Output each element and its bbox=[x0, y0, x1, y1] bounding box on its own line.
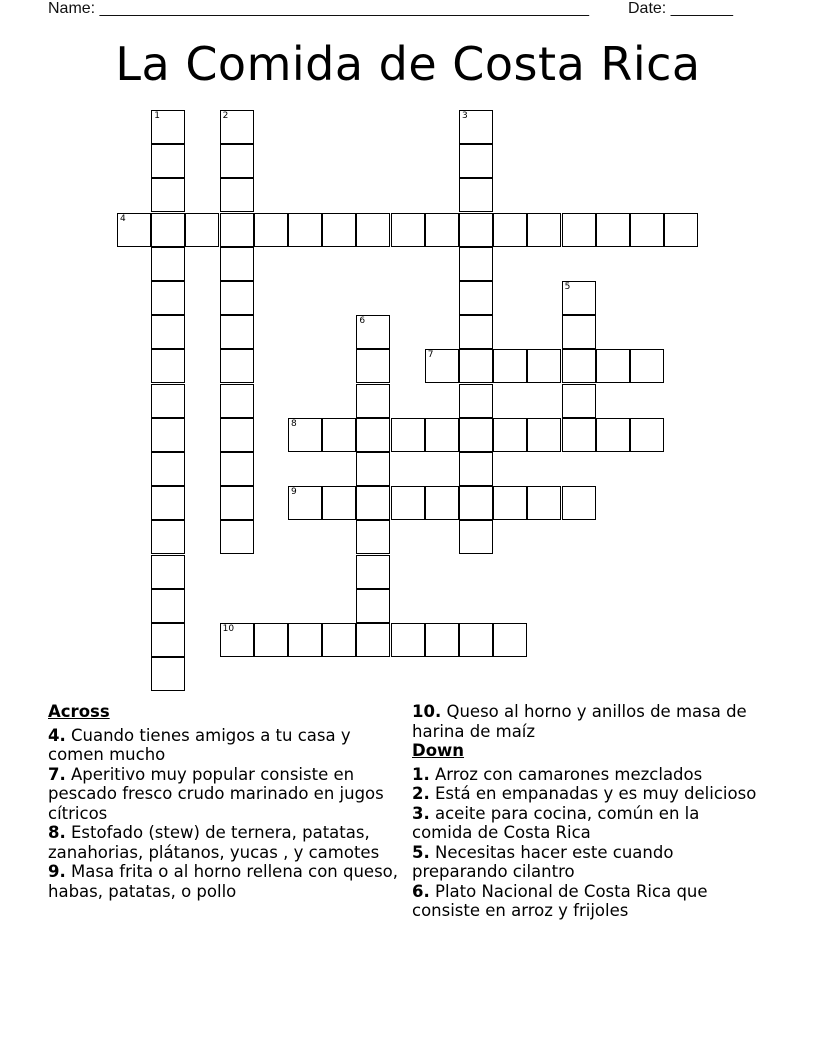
grid-cell[interactable] bbox=[356, 452, 390, 486]
grid-cell[interactable] bbox=[493, 349, 527, 383]
grid-cell[interactable] bbox=[562, 418, 596, 452]
grid-cell[interactable] bbox=[356, 589, 390, 623]
grid-cell[interactable] bbox=[220, 315, 254, 349]
grid-cell[interactable] bbox=[493, 623, 527, 657]
clue-down-1: 1. Arroz con camarones mezclados bbox=[412, 764, 703, 784]
grid-cell[interactable] bbox=[151, 623, 185, 657]
grid-cell[interactable] bbox=[288, 623, 322, 657]
grid-cell[interactable] bbox=[356, 349, 390, 383]
grid-cell[interactable] bbox=[288, 213, 322, 247]
grid-cell[interactable] bbox=[425, 418, 459, 452]
grid-cell[interactable] bbox=[220, 623, 254, 657]
grid-cell[interactable] bbox=[220, 213, 254, 247]
grid-cell[interactable] bbox=[391, 418, 425, 452]
grid-cell[interactable] bbox=[151, 418, 185, 452]
grid-cell[interactable] bbox=[220, 384, 254, 418]
grid-cell[interactable] bbox=[596, 418, 630, 452]
cell-number: 1 bbox=[154, 111, 160, 121]
grid-cell[interactable] bbox=[151, 589, 185, 623]
grid-cell[interactable] bbox=[459, 486, 493, 520]
grid-cell[interactable] bbox=[288, 418, 322, 452]
cell-number: 8 bbox=[291, 418, 297, 429]
cell-number: 6 bbox=[359, 316, 366, 327]
grid-cell[interactable] bbox=[596, 349, 630, 383]
clue-down-6: 6. Plato Nacional de Costa Rica que consiste en arroz y frijoles bbox=[412, 881, 708, 920]
grid-cell[interactable] bbox=[459, 178, 493, 212]
grid-cell[interactable] bbox=[322, 213, 356, 247]
grid-cell[interactable] bbox=[391, 213, 425, 247]
grid-cell[interactable] bbox=[151, 349, 185, 383]
cell-number: 5 bbox=[564, 282, 571, 292]
cell-number: 2 bbox=[222, 111, 229, 121]
grid-cell[interactable] bbox=[356, 486, 390, 520]
grid-cell[interactable] bbox=[562, 315, 596, 349]
grid-cell[interactable] bbox=[356, 555, 390, 589]
grid-cell[interactable] bbox=[493, 418, 527, 452]
grid-cell[interactable] bbox=[356, 315, 390, 349]
grid-cell[interactable] bbox=[527, 349, 561, 383]
grid-cell[interactable] bbox=[220, 144, 254, 178]
grid-cell[interactable] bbox=[562, 384, 596, 418]
grid-cell[interactable] bbox=[664, 213, 698, 247]
grid-cell[interactable] bbox=[356, 623, 390, 657]
grid-cell[interactable] bbox=[459, 213, 493, 247]
grid-cell[interactable] bbox=[151, 452, 185, 486]
grid-cell[interactable] bbox=[562, 213, 596, 247]
cell-number: 3 bbox=[462, 111, 468, 121]
clue-across-8: 8. Estofado (stew) de ternera, patatas, zanahorias, plátanos, yucas , y camotes bbox=[48, 823, 380, 862]
clues-left-column bbox=[48, 702, 410, 901]
clues-right-column bbox=[412, 702, 762, 921]
grid-cell[interactable] bbox=[151, 144, 185, 178]
grid-cell[interactable] bbox=[459, 623, 493, 657]
grid-cell[interactable] bbox=[322, 486, 356, 520]
grid-cell[interactable] bbox=[220, 349, 254, 383]
cell-number: 10 bbox=[222, 624, 235, 634]
grid-cell[interactable] bbox=[391, 486, 425, 520]
grid-cell[interactable] bbox=[254, 213, 288, 247]
grid-cell[interactable] bbox=[151, 110, 185, 144]
grid-cell[interactable] bbox=[151, 520, 185, 554]
grid-cell[interactable] bbox=[288, 486, 322, 520]
grid-cell[interactable] bbox=[425, 213, 459, 247]
grid-cell[interactable] bbox=[356, 520, 390, 554]
grid-cell[interactable] bbox=[151, 178, 185, 212]
grid-cell[interactable] bbox=[220, 418, 254, 452]
grid-cell[interactable] bbox=[151, 657, 185, 691]
grid-cell[interactable] bbox=[527, 213, 561, 247]
grid-cell[interactable] bbox=[151, 281, 185, 315]
grid-cell[interactable] bbox=[151, 486, 185, 520]
grid-cell[interactable] bbox=[425, 623, 459, 657]
grid-cell[interactable] bbox=[322, 418, 356, 452]
grid-cell[interactable] bbox=[459, 349, 493, 383]
grid-cell[interactable] bbox=[322, 623, 356, 657]
grid-cell[interactable] bbox=[527, 418, 561, 452]
grid-cell[interactable] bbox=[151, 247, 185, 281]
grid-cell[interactable] bbox=[527, 486, 561, 520]
grid-cell[interactable] bbox=[117, 213, 151, 247]
grid-cell[interactable] bbox=[425, 349, 459, 383]
down-heading: Down bbox=[412, 741, 465, 760]
grid-cell[interactable] bbox=[459, 247, 493, 281]
clue-across-9: 9. Masa frita o al horno rellena con queso, habas, patatas, o pollo bbox=[48, 862, 399, 901]
date-field-label[interactable]: Date: _______ bbox=[628, 0, 733, 17]
grid-cell[interactable] bbox=[596, 213, 630, 247]
grid-cell[interactable] bbox=[220, 247, 254, 281]
grid-cell[interactable] bbox=[254, 623, 288, 657]
grid-cell[interactable] bbox=[459, 281, 493, 315]
grid-cell[interactable] bbox=[356, 418, 390, 452]
grid-cell[interactable] bbox=[630, 213, 664, 247]
clue-down-5: 5. Necesitas hacer este cuando preparando cilantro bbox=[412, 842, 674, 881]
grid-cell[interactable] bbox=[459, 418, 493, 452]
grid-cell[interactable] bbox=[459, 384, 493, 418]
grid-cell[interactable] bbox=[356, 384, 390, 418]
grid-cell[interactable] bbox=[220, 281, 254, 315]
cell-number: 7 bbox=[427, 350, 434, 361]
cell-number: 4 bbox=[120, 213, 126, 224]
grid-cell[interactable] bbox=[220, 520, 254, 554]
grid-cell[interactable] bbox=[356, 213, 390, 247]
page-title: La Comida de Costa Rica bbox=[115, 37, 701, 91]
grid-cell[interactable] bbox=[220, 110, 254, 144]
grid-cell[interactable] bbox=[220, 178, 254, 212]
grid-cell[interactable] bbox=[459, 452, 493, 486]
grid-cell[interactable] bbox=[220, 486, 254, 520]
grid-cell[interactable] bbox=[459, 144, 493, 178]
across-heading: Across bbox=[48, 702, 110, 721]
grid-cell[interactable] bbox=[151, 315, 185, 349]
clue-down-3: 3. aceite para cocina, común en la comida de Costa Rica bbox=[412, 803, 700, 842]
grid-cell[interactable] bbox=[562, 281, 596, 315]
clue-across-10: 10. Queso al horno y anillos de masa de harina de maíz bbox=[412, 702, 747, 741]
grid-cell[interactable] bbox=[562, 349, 596, 383]
grid-cell[interactable] bbox=[425, 486, 459, 520]
grid-cell[interactable] bbox=[220, 452, 254, 486]
grid-cell[interactable] bbox=[151, 384, 185, 418]
grid-cell[interactable] bbox=[459, 520, 493, 554]
grid-cell[interactable] bbox=[630, 349, 664, 383]
grid-cell[interactable] bbox=[493, 213, 527, 247]
grid-cell[interactable] bbox=[185, 213, 219, 247]
name-field-label[interactable]: Name: _______________________________________________________ bbox=[48, 0, 589, 17]
clue-down-2: 2. Está en empanadas y es muy delicioso bbox=[412, 784, 757, 803]
grid-cell[interactable] bbox=[459, 110, 493, 144]
grid-cell[interactable] bbox=[630, 418, 664, 452]
grid-cell[interactable] bbox=[151, 213, 185, 247]
clue-across-4: 4. Cuando tienes amigos a tu casa y comen mucho bbox=[48, 725, 351, 764]
clue-across-7: 7. Aperitivo muy popular consiste en pescado fresco crudo marinado en jugos cítricos bbox=[48, 764, 384, 823]
cell-number: 9 bbox=[291, 487, 297, 498]
grid-cell[interactable] bbox=[562, 486, 596, 520]
grid-cell[interactable] bbox=[391, 623, 425, 657]
grid-cell[interactable] bbox=[459, 315, 493, 349]
grid-cell[interactable] bbox=[493, 486, 527, 520]
grid-cell[interactable] bbox=[151, 555, 185, 589]
